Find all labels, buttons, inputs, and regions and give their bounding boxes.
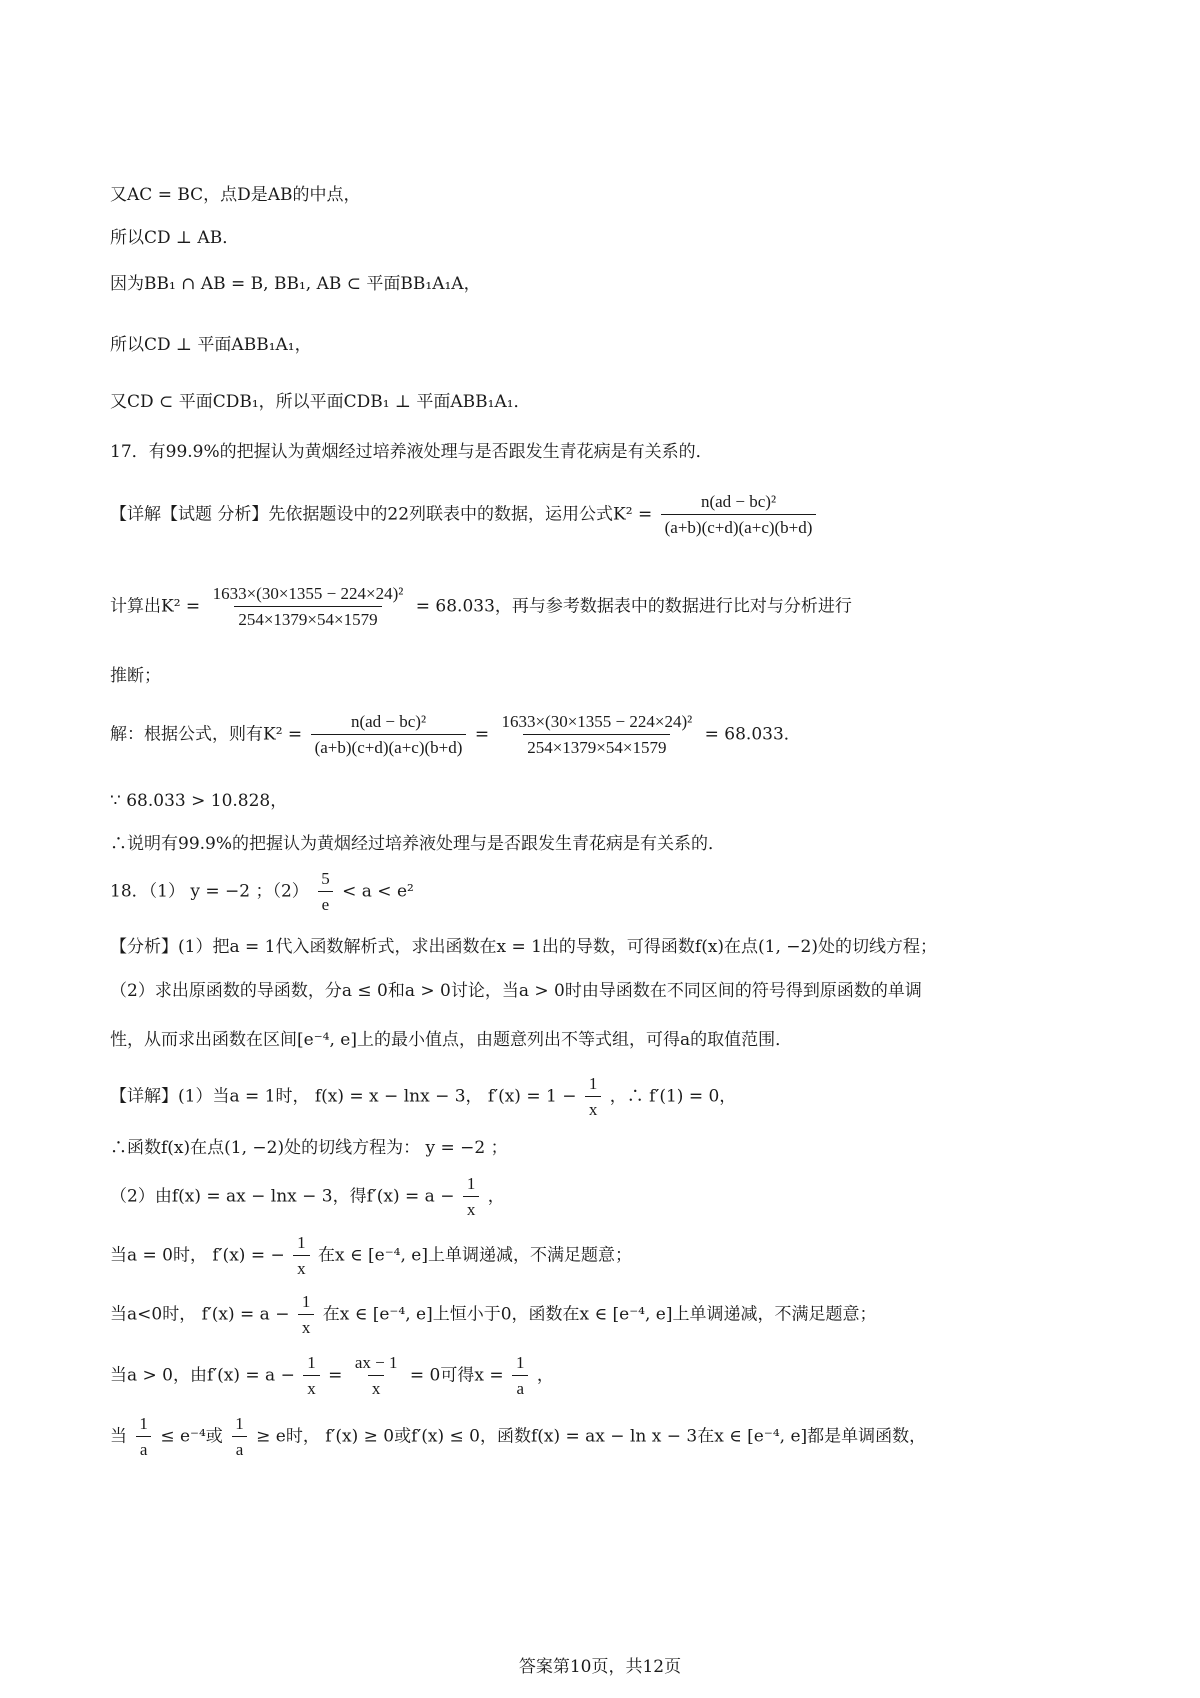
text-line: 推断； xyxy=(110,666,161,686)
fraction xyxy=(512,1352,529,1400)
numerator: n(ad − bc)² xyxy=(350,712,427,731)
formula-line xyxy=(110,1232,632,1280)
denominator: x xyxy=(463,1196,480,1220)
question-18-answer xyxy=(110,868,414,916)
text-line: ∵ 68.033 > 10.828， xyxy=(110,791,288,811)
text-line: ∴说明有99.9%的把握认为黄烟经过培养液处理与是否跟发生青花病是有关系的． xyxy=(110,834,726,854)
fraction xyxy=(497,711,696,759)
numerator: n(ad − bc)² xyxy=(700,492,777,511)
numerator: 1 xyxy=(301,1292,311,1311)
fraction xyxy=(351,1352,402,1400)
formula-line xyxy=(110,583,852,631)
text-segment: 当a<0时， f′(x) = a − xyxy=(110,1304,290,1325)
numerator: 1 xyxy=(139,1414,148,1433)
denominator: (a+b)(c+d)(a+c)(b+d) xyxy=(311,734,467,758)
numerator: 1633×(30×1355 − 224×24)² xyxy=(212,584,404,603)
text-line: （2）求出原函数的导函数，分a ≤ 0和a > 0讨论，当a > 0时由导函数在不同区间的符号得到原函数的单调 xyxy=(110,981,922,1001)
denominator: a xyxy=(136,1436,152,1460)
text-segment: 当a > 0，由f′(x) = a − xyxy=(110,1365,295,1386)
text-segment: < a < e² xyxy=(342,881,414,902)
formula-line xyxy=(110,711,801,759)
text-line: 【分析】(1）把a = 1代入函数解析式，求出函数在x = 1出的导数，可得函数f(x)在点(1, −2)处的切线方程； xyxy=(110,937,937,957)
fraction xyxy=(231,1413,248,1461)
text-segment: ，∴ f′(1) = 0， xyxy=(609,1086,737,1107)
text-segment: = 0可得x = xyxy=(409,1365,504,1386)
fraction xyxy=(317,868,334,916)
text-segment: 18．（1） y = −2 ；（2） xyxy=(110,881,309,902)
text-line: 因为BB₁ ∩ AB = B, BB₁, AB ⊂ 平面BB₁A₁A， xyxy=(110,274,481,294)
text-line: 性，从而求出函数在区间[e⁻⁴, e]上的最小值点，由题意列出不等式组，可得a的取值范围． xyxy=(110,1030,793,1050)
text-segment: 当 xyxy=(110,1426,127,1447)
denominator: x xyxy=(303,1375,320,1399)
text-segment: 【详解】(1）当a = 1时， f(x) = x − lnx − 3， f′(x) = 1 − xyxy=(110,1086,577,1107)
text-segment: 在x ∈ [e⁻⁴, e]上恒小于0，函数在x ∈ [e⁻⁴, e]上单调递减，不满足题意； xyxy=(322,1304,877,1325)
question-17-answer: 17．有99.9%的把握认为黄烟经过培养液处理与是否跟发生青花病是有关系的． xyxy=(110,442,713,462)
formula-line xyxy=(110,491,819,539)
fraction xyxy=(135,1413,152,1461)
text-segment: ≤ e⁻⁴或 xyxy=(160,1426,223,1447)
formula-line xyxy=(110,1352,554,1400)
fraction xyxy=(209,583,408,631)
fraction xyxy=(463,1173,480,1221)
denominator: x xyxy=(368,1375,385,1399)
denominator: e xyxy=(318,891,334,915)
fraction xyxy=(311,711,467,759)
text-segment: 解：根据公式，则有K² = xyxy=(110,724,303,745)
numerator: ax − 1 xyxy=(354,1353,398,1372)
text-line: 所以CD ⊥ 平面ABB₁A₁， xyxy=(110,335,312,355)
numerator: 1 xyxy=(466,1174,476,1193)
text-segment: （2）由f(x) = ax − lnx − 3，得f′(x) = a − xyxy=(110,1186,455,1207)
fraction xyxy=(585,1073,602,1121)
fraction xyxy=(661,491,817,539)
denominator: a xyxy=(512,1375,528,1399)
fraction xyxy=(293,1232,310,1280)
denominator: 254×1379×54×1579 xyxy=(523,734,670,758)
text-line: ∴函数f(x)在点(1, −2)处的切线方程为： y = −2 ； xyxy=(110,1138,508,1158)
text-segment: 在x ∈ [e⁻⁴, e]上单调递减，不满足题意； xyxy=(318,1245,632,1266)
text-segment: 【详解【试题 分析】先依据题设中的22列联表中的数据，运用公式K² = xyxy=(110,504,653,525)
equals-sign: = xyxy=(474,724,490,745)
formula-line xyxy=(110,1073,736,1121)
fraction xyxy=(303,1352,320,1400)
formula-line xyxy=(110,1291,877,1339)
text-segment: 当a = 0时， f′(x) = − xyxy=(110,1245,285,1266)
numerator: 1633×(30×1355 − 224×24)² xyxy=(501,712,693,731)
formula-line xyxy=(110,1413,926,1461)
text-segment: ≥ e时， f′(x) ≥ 0或f′(x) ≤ 0，函数f(x) = ax − ln x − 3在x ∈ [e⁻⁴, e]都是单调函数， xyxy=(256,1426,927,1447)
numerator: 5 xyxy=(321,869,330,888)
numerator: 1 xyxy=(235,1414,244,1433)
denominator: 254×1379×54×1579 xyxy=(234,606,381,630)
text-line: 所以CD ⊥ AB． xyxy=(110,228,240,248)
denominator: x xyxy=(585,1096,602,1120)
numerator: 1 xyxy=(297,1233,306,1252)
equals-sign: = xyxy=(328,1365,343,1386)
fraction xyxy=(298,1291,315,1339)
text-segment: ， xyxy=(487,1186,505,1207)
text-segment: 计算出K² = xyxy=(110,596,201,617)
text-segment: = 68.033，再与参考数据表中的数据进行比对与分析进行 xyxy=(415,596,852,617)
denominator: x xyxy=(298,1314,315,1338)
formula-line xyxy=(110,1173,505,1221)
text-line: 又CD ⊂ 平面CDB₁，所以平面CDB₁ ⊥ 平面ABB₁A₁． xyxy=(110,392,531,412)
numerator: 1 xyxy=(515,1353,525,1372)
page-footer: 答案第10页，共12页 xyxy=(518,1657,682,1677)
text-line: 又AC = BC，点D是AB的中点， xyxy=(110,185,361,205)
text-segment: ， xyxy=(536,1365,554,1386)
denominator: (a+b)(c+d)(a+c)(b+d) xyxy=(661,514,817,538)
denominator: a xyxy=(232,1436,248,1460)
numerator: 1 xyxy=(307,1353,316,1372)
denominator: x xyxy=(293,1255,310,1279)
numerator: 1 xyxy=(588,1074,598,1093)
text-segment: = 68.033． xyxy=(704,724,801,745)
